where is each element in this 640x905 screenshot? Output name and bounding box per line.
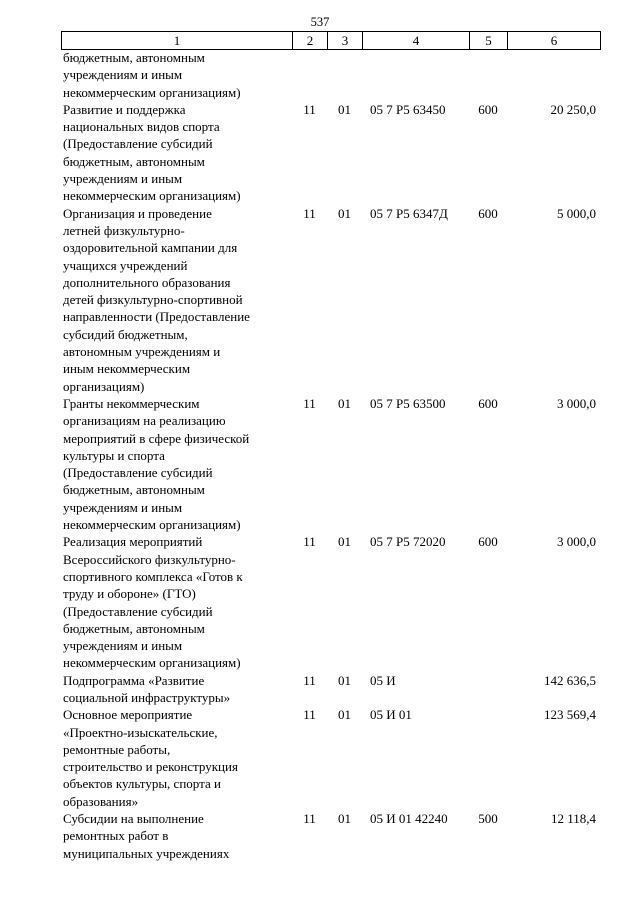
row-subsection: 01	[338, 534, 351, 550]
row-section: 11	[303, 395, 316, 411]
row-subsection: 01	[338, 672, 351, 688]
row-target-article: 05 И 01 42240	[370, 811, 448, 827]
row-expense-type: 600	[478, 534, 498, 550]
row-section: 11	[303, 707, 316, 723]
row-name: Реализация мероприятий Всероссийского физкультурно- спортивного комплекса «Готов к труду и обороне» (ГТО) (Предоставление субсидий бюджетным, автономным учреждениям и иным некоммерческим организациям)	[63, 534, 243, 671]
row-expense-type: 500	[478, 811, 498, 827]
row-name: бюджетным, автономным учреждениям и иным некоммерческим организациям)	[63, 50, 241, 100]
header-col-6: 6	[508, 32, 601, 49]
table-body	[61, 49, 602, 862]
row-expense-type: 600	[478, 205, 498, 221]
row-subsection: 01	[338, 811, 351, 827]
page-number: 537	[310, 15, 330, 29]
row-section: 11	[303, 672, 316, 688]
row-amount: 20 250,0	[550, 101, 596, 117]
row-expense-type: 600	[478, 101, 498, 117]
table-row	[61, 672, 602, 707]
header-col-5: 5	[470, 32, 508, 49]
row-amount: 123 569,4	[544, 707, 596, 723]
row-amount: 5 000,0	[557, 205, 596, 221]
row-section: 11	[303, 101, 316, 117]
table-header	[61, 31, 601, 50]
row-section: 11	[303, 205, 316, 221]
row-amount: 142 636,5	[544, 672, 596, 688]
row-target-article: 05 7 P5 63500	[370, 395, 446, 411]
table-row	[61, 810, 602, 862]
table-row	[61, 205, 602, 395]
row-name: Субсидии на выполнение ремонтных работ в муниципальных учреждениях	[63, 811, 230, 861]
table-row	[61, 706, 602, 810]
row-name: Организация и проведение летней физкультурно- оздоровительной кампании для учащихся учреждений дополнительного образования детей физкультурно-спортивной направленности (Предоставление субсидий бюджетным, автономным учреждениям и иным некоммерческим организациям)	[63, 205, 250, 394]
row-amount: 12 118,4	[550, 811, 596, 827]
row-subsection: 01	[338, 707, 351, 723]
row-target-article: 05 7 P5 72020	[370, 534, 446, 550]
row-expense-type: 600	[478, 395, 498, 411]
header-col-1: 1	[62, 32, 293, 49]
row-name: Гранты некоммерческим организациям на реализацию мероприятий в сфере физической культуры и спорта (Предоставление субсидий бюджетным, автономным учреждениям и иным некоммерческим организациям)	[63, 395, 250, 533]
row-section: 11	[303, 811, 316, 827]
row-name: Подпрограмма «Развитие социальной инфраструктуры»	[63, 672, 231, 705]
row-target-article: 05 И 01	[370, 707, 412, 723]
row-amount: 3 000,0	[557, 534, 596, 550]
table-row	[61, 49, 602, 101]
row-target-article: 05 И	[370, 672, 396, 688]
header-col-3: 3	[328, 32, 363, 49]
table-row	[61, 533, 602, 671]
row-subsection: 01	[338, 101, 351, 117]
table-row	[61, 395, 602, 533]
row-subsection: 01	[338, 395, 351, 411]
table-row	[61, 101, 602, 205]
row-subsection: 01	[338, 205, 351, 221]
row-target-article: 05 7 P5 6347Д	[370, 205, 448, 221]
row-amount: 3 000,0	[557, 395, 596, 411]
row-target-article: 05 7 P5 63450	[370, 101, 446, 117]
row-name: Развитие и поддержка национальных видов спорта (Предоставление субсидий бюджетным, автономным учреждениям и иным некоммерческим организациям)	[63, 101, 241, 204]
header-col-2: 2	[293, 32, 328, 49]
header-col-4: 4	[363, 32, 470, 49]
row-name: Основное мероприятие «Проектно-изыскательские, ремонтные работы, строительство и реконструкция объектов культуры, спорта и образования»	[63, 707, 238, 809]
row-section: 11	[303, 534, 316, 550]
